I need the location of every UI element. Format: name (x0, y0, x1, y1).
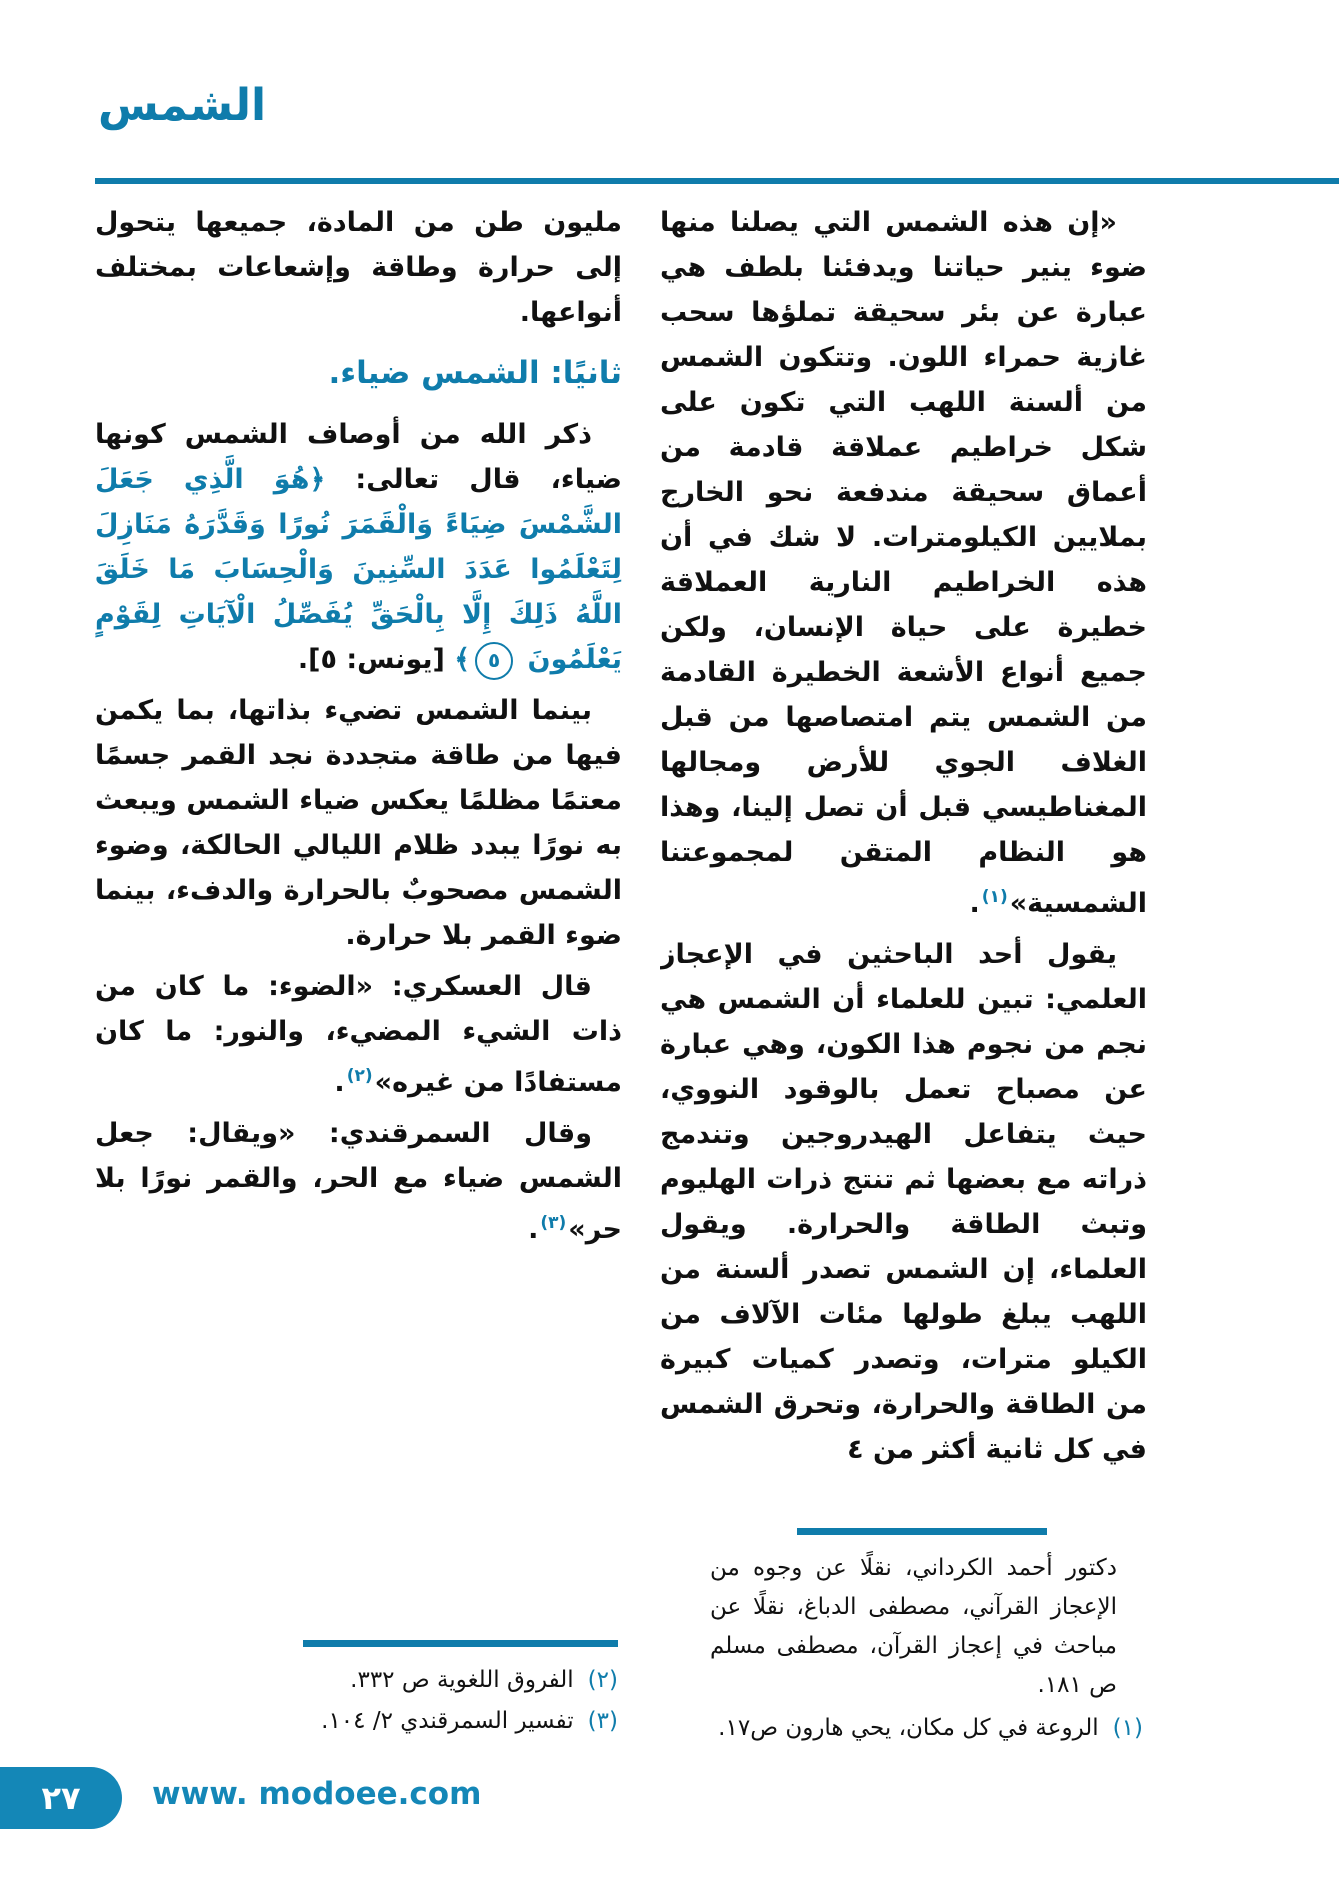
paragraph-text: «إن هذه الشمس التي يصلنا منها ضوء ينير حياتنا ويدفئنا بلطف هي عبارة عن بئر سحيقة تملؤها سحب غازية حمراء اللون. وتتكون الشمس من ألسنة اللهب التي تكون على شكل خراطيم عملاقة قادمة من أعماق سحيقة مندفعة نحو الخارج بملايين الكيلومترات. لا شك في أن هذه الخراطيم النارية العملاقة خطيرة على حياة الإنسان، ولكن جميع أنواع الأشعة الخطيرة القادمة من الشمس يتم امتصاصها من قبل الغلاف الجوي للأرض ومجالها المغناطيسي قبل أن تصل إلينا، وهذا هو النظام المتقن لمجموعتنا الشمسية» (660, 207, 1147, 919)
paragraph-text: بينما الشمس تضيء بذاتها، بما يكمن فيها من طاقة متجددة نجد القمر جسمًا معتمًا مظلمًا يعكس ضياء الشمس ويبعث به نورًا يبدد ظلام الليالي الحالكة، وضوء الشمس مصحوبٌ بالحرارة والدفء، بينما ضوء القمر بلا حرارة. (95, 695, 622, 951)
quran-verse-close: ﴾ (454, 644, 471, 675)
footnotes-right-column (660, 1528, 1147, 1750)
paragraph-tail: . (969, 888, 980, 919)
footnote-marker-3: (٣) (540, 1213, 567, 1233)
page-number: ٢٧ (41, 1779, 81, 1817)
verse-reference: [يونس: ٥]. (297, 644, 455, 675)
footnote-number: (٢) (587, 1667, 618, 1693)
paragraph-tail: . (334, 1067, 345, 1098)
page-number-badge (0, 1767, 122, 1829)
footnotes-left-column (95, 1640, 622, 1743)
paragraph-quote-sun (660, 200, 1147, 926)
quran-verse: ﴿هُوَ الَّذِي جَعَلَ الشَّمْسَ ضِيَاءً وَالْقَمَرَ نُورًا وَقَدَّرَهُ مَنَازِلَ لِتَعْلَمُوا عَدَدَ السِّنِينَ وَالْحِسَابَ مَا خَلَقَ اللَّهُ ذَلِكَ إِلَّا بِالْحَقِّ يُفَصِّلُ الْآيَاتِ لِقَوْمٍ يَعْلَمُونَ (95, 464, 622, 675)
verse-intro: ذكر الله من أوصاف الشمس كونها ضياء، قال تعالى: (95, 419, 622, 495)
footnote-separator (303, 1640, 618, 1647)
footnote-item-3 (95, 1702, 618, 1741)
column-left (95, 200, 622, 1630)
footnote-item-1 (660, 1709, 1143, 1748)
header-divider (95, 178, 1339, 184)
website-text: www. modoee.com (152, 1776, 482, 1812)
paragraph-verse (95, 412, 622, 682)
footnote-number: (٣) (587, 1708, 618, 1734)
paragraph-text: مليون طن من المادة، جميعها يتحول إلى حرارة وطاقة وإشعاعات بمختلف أنواعها. (95, 207, 622, 328)
page-title: الشمس (98, 80, 267, 131)
paragraph-researcher (660, 932, 1147, 1472)
paragraph-text: وقال السمرقندي: «ويقال: جعل الشمس ضياء مع الحر، والقمر نورًا بلا حر» (95, 1118, 622, 1245)
footnote-number: (١) (1112, 1715, 1143, 1741)
footnote-text: الروعة في كل مكان، يحي هارون ص١٧. (718, 1715, 1099, 1741)
footnote-text: تفسير السمرقندي ٢/ ١٠٤. (321, 1708, 574, 1734)
footnote-separator (797, 1528, 1047, 1535)
footnote-continuation: دكتور أحمد الكرداني، نقلًا عن وجوه من الإعجاز القرآني، مصطفى الدباغ، نقلًا عن مباحث في إعجاز القرآن، مصطفى مسلم ص ١٨١. (710, 1555, 1117, 1698)
paragraph-tail: . (528, 1214, 539, 1245)
column-right (660, 200, 1147, 1516)
paragraph-sun-moon (95, 688, 622, 958)
paragraph-text: قال العسكري: «الضوء: ما كان من ذات الشيء المضيء، والنور: ما كان مستفادًا من غيره» (95, 971, 622, 1098)
paragraph-text: يقول أحد الباحثين في الإعجاز العلمي: تبين للعلماء أن الشمس هي نجم من نجوم هذا الكون، وهي عبارة عن مصباح تعمل بالوقود النووي، حيث يتفاعل الهيدروجين وتندمج ذراته مع بعضها ثم تنتج ذرات الهليوم وتبث الطاقة والحرارة. ويقول العلماء، إن الشمس تصدر ألسنة من اللهب يبلغ طولها مئات الآلاف من الكيلو مترات، وتصدر كميات كبيرة من الطاقة والحرارة، وتحرق الشمس في كل ثانية أكثر من ٤ (660, 939, 1147, 1465)
footnote-marker-2: (٢) (346, 1066, 373, 1086)
paragraph-samarqandi (95, 1111, 622, 1252)
section-heading: ثانيًا: الشمس ضياء. (328, 355, 622, 391)
footnote-text: الفروق اللغوية ص ٣٣٢. (350, 1667, 574, 1693)
ayah-number-ornament: ٥ (475, 642, 513, 680)
footnote-item-2 (95, 1661, 618, 1700)
paragraph-askari (95, 964, 622, 1105)
paragraph-continuation (95, 200, 622, 335)
footnote-marker-1: (١) (981, 887, 1008, 907)
